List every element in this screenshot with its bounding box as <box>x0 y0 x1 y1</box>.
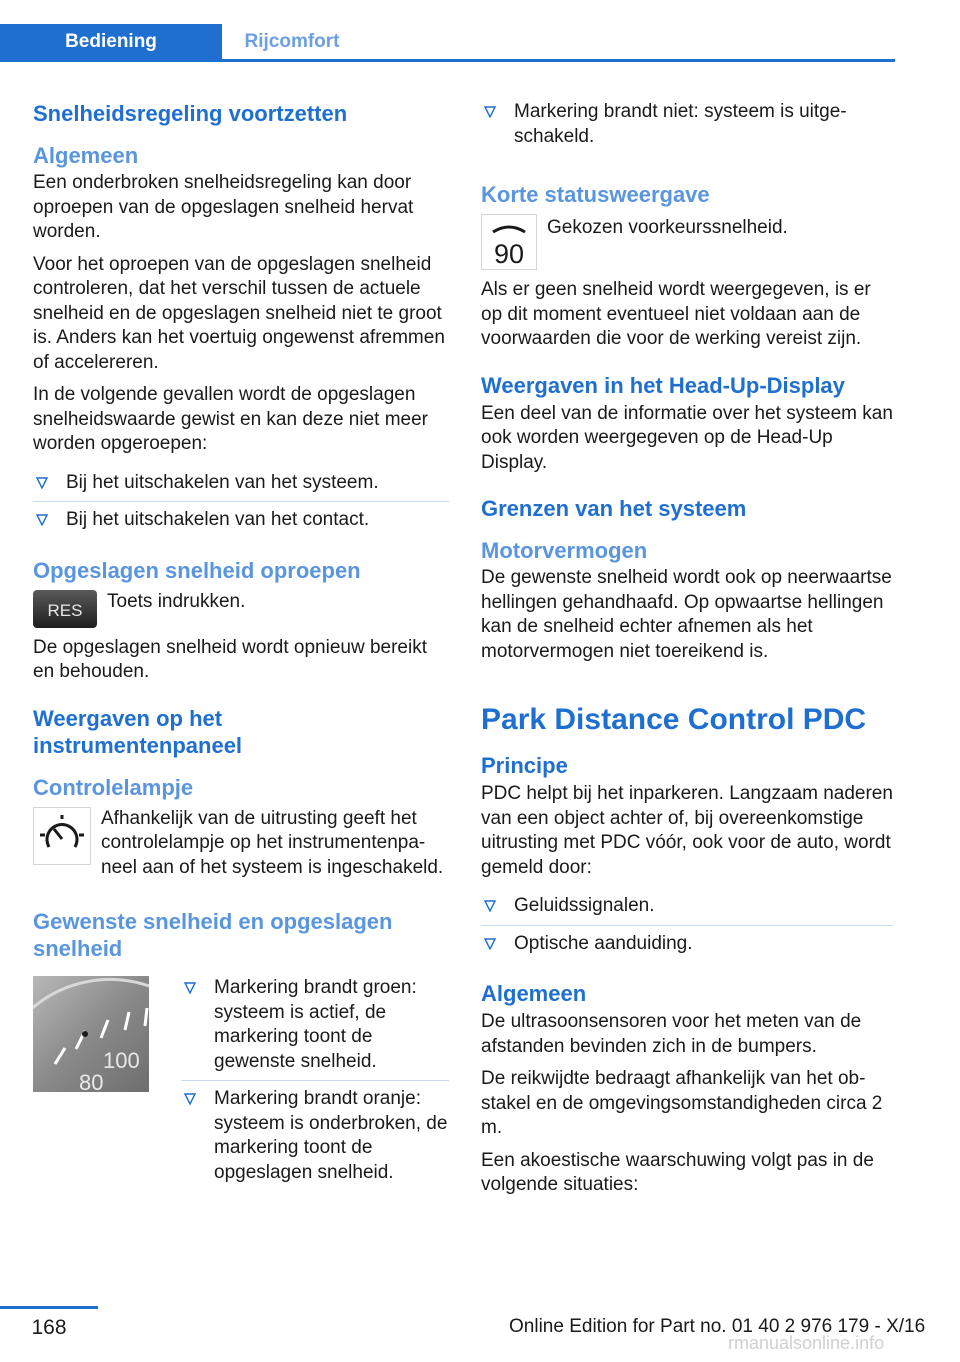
list-item-text: Markering brandt niet: systeem is uitgeschakeld. <box>514 101 847 147</box>
paragraph: Voor het oproepen van de opgeslagen snelheid controleren, dat het verschil tussen de actuele snelheid en de opgeslagen snelheid niet te groot is. Anders kan het voertuig ongewenst afremmen of accelereren. <box>33 253 445 373</box>
paragraph: Een akoestische waarschuwing volgt pas in de volgende situaties: <box>481 1149 874 1195</box>
online-edition-text: Online Edition for Part no. 01 40 2 976 179 - X/16 <box>509 1316 926 1337</box>
speed-value: 90 <box>493 239 525 269</box>
heading-pdc: Park Distance Control PDC <box>481 703 867 736</box>
paragraph: Afhankelijk van de uitrusting geeft het controlelampje op het instrumentenpaneel aan of het systeem is ingeschakeld. <box>101 807 444 878</box>
paragraph: Een deel van de informatie over het systeem kan ook worden weergegeven op de Head-Up Display. <box>481 402 893 473</box>
triangle-bullet-icon <box>36 477 48 489</box>
heading-display: Weergaven op het instrumentenpaneel <box>33 705 243 758</box>
heading-desired: Gewenste snelheid en opgeslagen snelheid <box>33 909 393 961</box>
heading-general-2: Algemeen <box>481 981 587 1006</box>
triangle-bullet-icon <box>484 106 496 118</box>
speedometer-gauge-image <box>33 976 149 1092</box>
bullet-list <box>481 888 893 962</box>
bullet-list <box>33 465 449 539</box>
paragraph: Als er geen snelheid wordt weergegeven, is er op dit moment eventueel niet voldaan aan de voorwaarden die voor de werking vereist zijn. <box>481 279 871 349</box>
paragraph: Gekozen voorkeurssnelheid. <box>547 217 788 238</box>
bullet-list <box>481 94 893 155</box>
list-item-text: Optische aanduiding. <box>514 932 693 954</box>
paragraph: De gewenste snelheid wordt ook op neerwaartse hellingen gehandhaafd. Op opwaartse hellingen kan de snelheid echter afnemen als het motorvermogen niet toereikend is. <box>481 567 892 662</box>
heading-recall: Opgeslagen snelheid oproepen <box>33 557 361 583</box>
paragraph: PDC helpt bij het inparkeren. Langzaam naderen van een object achter of, bij overeenkomstige uitrusting met PDC vóór, ook voor de auto, wordt gemeld door: <box>481 783 893 878</box>
list-item <box>33 502 449 539</box>
heading-limits: Grenzen van het systeem <box>481 496 747 521</box>
res-button-label: RES <box>47 600 83 620</box>
list-item <box>181 1081 449 1191</box>
triangle-bullet-icon <box>36 514 48 526</box>
paragraph: De ultrasoonsensoren voor het meten van de afstanden bevinden zich in de bumpers. <box>481 1011 862 1057</box>
list-item-text: Markering brandt oranje: systeem is onderbroken, de markering toont de opgeslagen snelheid. <box>214 1088 448 1183</box>
status-row <box>481 214 893 270</box>
right-column <box>481 100 893 1206</box>
list-item <box>481 926 893 963</box>
paragraph: In de volgende gevallen wordt de opgeslagen snelheidswaarde gewist en kan deze niet meer worden opgeroepen: <box>33 384 429 454</box>
triangle-bullet-icon <box>484 900 496 912</box>
lamp-block <box>33 807 449 881</box>
heading-principle: Principe <box>481 753 568 778</box>
triangle-bullet-icon <box>184 1093 196 1105</box>
res-row <box>33 588 449 630</box>
list-item-text: Markering brandt groen: systeem is actief, de markering toont de gewenste snelheid. <box>214 977 417 1072</box>
triangle-bullet-icon <box>484 938 496 950</box>
heading-continue: Snelheidsregeling voortzetten <box>33 101 348 126</box>
paragraph: De opgeslagen snelheid wordt opnieuw bereikt en behouden. <box>33 636 427 682</box>
heading-hud: Weergaven in het Head-Up-Display <box>481 372 845 398</box>
heading-engine: Motorvermogen <box>481 538 648 563</box>
heading-lamp: Controlelampje <box>33 774 194 800</box>
speedometer-lamp-icon <box>33 807 91 865</box>
triangle-bullet-icon <box>184 982 196 994</box>
tab-bediening[interactable]: Bediening <box>0 24 222 62</box>
tab-rijcomfort[interactable]: Rijcomfort <box>244 31 340 52</box>
paragraph: Toets indrukken. <box>107 590 246 612</box>
res-button-icon <box>33 588 97 630</box>
gauge-label-80: 80 <box>79 1070 104 1092</box>
heading-general: Algemeen <box>33 143 139 168</box>
list-item <box>481 888 893 926</box>
list-item-text: Bij het uitschakelen van het contact. <box>66 509 370 530</box>
gauge-label-100: 100 <box>103 1048 140 1073</box>
header-tabs <box>0 24 895 62</box>
list-item-text: Bij het uitschakelen van het systeem. <box>66 471 379 493</box>
list-item <box>181 970 449 1081</box>
list-item <box>481 94 893 155</box>
bullet-list <box>181 970 449 1191</box>
list-item-text: Geluidssignalen. <box>514 895 655 916</box>
speed-display-icon <box>481 214 537 270</box>
gauge-row <box>33 976 449 1197</box>
footer-rule <box>0 1306 98 1309</box>
header-rule <box>0 59 895 62</box>
page-number: 168 <box>31 1316 67 1339</box>
paragraph: De reikwijdte bedraagt afhankelijk van het obstakel en de omgevingsomstandigheden circa 2 m. <box>481 1068 883 1138</box>
heading-status: Korte statusweergave <box>481 182 710 207</box>
left-column <box>33 100 449 1197</box>
list-item <box>33 465 449 503</box>
watermark: rmanualsonline.info <box>728 1333 885 1353</box>
paragraph: Een onderbroken snelheidsregeling kan door oproepen van de opgeslagen snelheid hervat worden. <box>33 172 414 242</box>
